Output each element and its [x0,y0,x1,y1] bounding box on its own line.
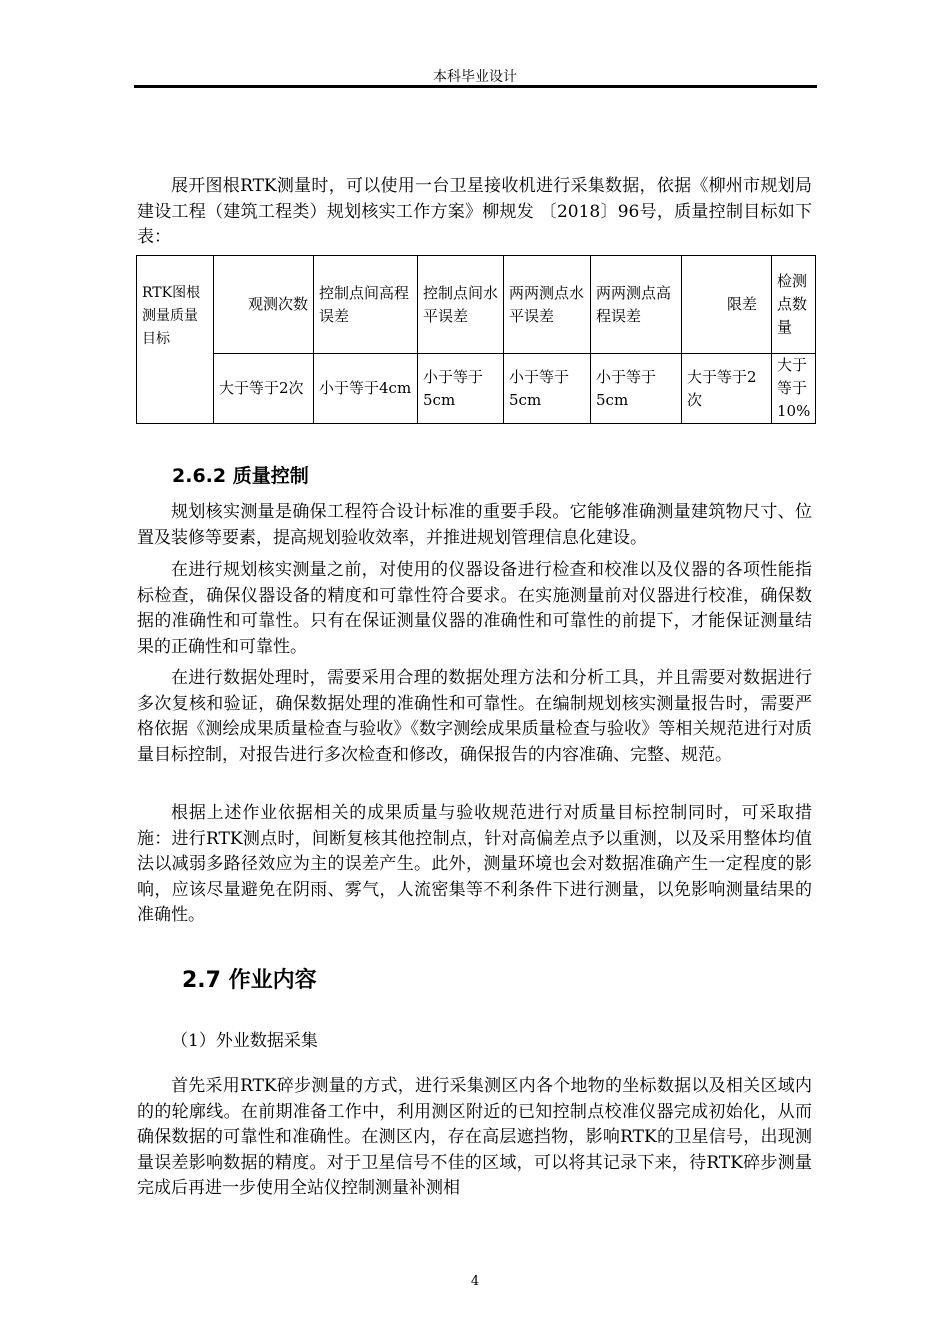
paragraph-4: 根据上述作业依据相关的成果质量与验收规范进行对质量目标控制同时，可采取措施：进行RTK测点时，间断复核其他控制点，针对高偏差点予以重测，以及采用整体均值法以减弱多路径效应为主的误差产生。此外，测量环境也会对数据准确产生一定程度的影响，应该尽量避免在阴雨、雾气，人流密集等不利条件下进行测量，以免影响测量结果的准确性。 [137,803,812,925]
paragraph-3: 在进行数据处理时，需要采用合理的数据处理方法和分析工具，并且需要对数据进行多次复核和验证，确保数据处理的准确性和可靠性。在编制规划核实测量报告时，需要严格依据《测绘成果质量检查与验收》《数字测绘成果质量检查与验收》等相关规范进行对质量目标控制，对报告进行多次检查和修改，确保报告的内容准确、完整、规范。 [137,668,812,765]
quality-target-table [136,255,816,424]
intro-paragraph: 展开图根RTK测量时，可以使用一台卫星接收机进行采集数据，依据《柳州市规划局建设工程（建筑工程类）规划核实工作方案》柳规发 〔2018〕96号，质量控制目标如下表： [137,176,812,247]
header-rule [134,85,817,88]
page-number: 4 [470,1274,480,1289]
table-value-cell: 小于等于5cm [504,354,591,424]
table-header-cell: 检测点数量 [772,256,816,354]
table-header-cell: 两两测点水平误差 [504,256,591,354]
table-header-cell: 控制点间水平误差 [418,256,504,354]
table-value-cell: 大于等于10% [772,354,816,424]
page-header-title: 本科毕业设计 [433,69,517,85]
table-row [137,354,816,424]
table-value-cell: 大于等于2次 [214,354,314,424]
paragraph-5: 首先采用RTK碎步测量的方式，进行采集测区内各个地物的坐标数据以及相关区域内的的轮廓线。在前期准备工作中，利用测区附近的已知控制点校准仪器完成初始化，从而确保数据的可靠性和准确性。在测区内，存在高层遮挡物，影响RTK的卫星信号，出现测量误差影响数据的精度。对于卫星信号不佳的区域，可以将其记录下来，待RTK碎步测量完成后再进一步使用全站仪控制测量补测相 [137,1076,812,1198]
table-row [137,256,816,354]
paragraph-1: 规划核实测量是确保工程符合设计标准的重要手段。它能够准确测量建筑物尺寸、位置及装修等要素，提高规划验收效率，并推进规划管理信息化建设。 [137,502,812,548]
table-value-cell: 小于等于5cm [418,354,504,424]
table-value-cell: 大于等于2次 [682,354,772,424]
table-cell-label: RTK图根测量质量目标 [137,256,214,424]
table-header-cell: 限差 [682,256,772,354]
table-value-cell: 小于等于4cm [314,354,418,424]
subheading-field-data: （1）外业数据采集 [171,1031,318,1051]
table-header-cell: 控制点间高程误差 [314,256,418,354]
table-value-cell: 小于等于5cm [591,354,682,424]
section-heading-2-6-2: 2.6.2 质量控制 [172,465,309,487]
section-heading-2-7: 2.7 作业内容 [182,968,317,993]
paragraph-2: 在进行规划核实测量之前，对使用的仪器设备进行检查和校准以及仪器的各项性能指标检查，确保仪器设备的精度和可靠性符合要求。在实施测量前对仪器进行校准，确保数据的准确性和可靠性。只有在保证测量仪器的准确性和可靠性的前提下，才能保证测量结果的正确性和可靠性。 [137,560,812,657]
table-header-cell: 观测次数 [214,256,314,354]
table-header-cell: 两两测点高程误差 [591,256,682,354]
